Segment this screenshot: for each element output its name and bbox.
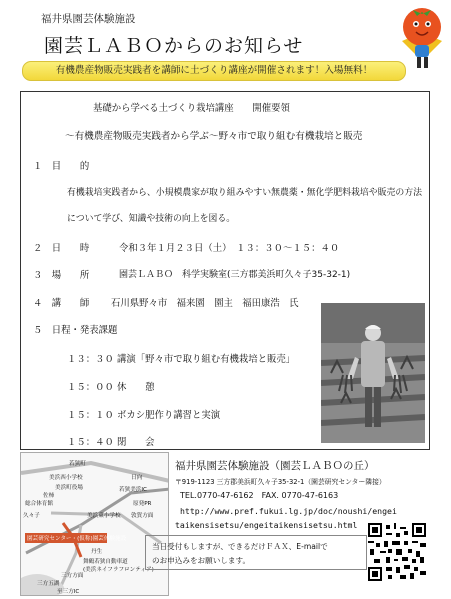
map-label-destination: 園芸研究センター・(仮称)園芸体験施設 [27, 536, 127, 542]
map-label: 三方方面 [61, 573, 84, 579]
map-label: 美浜西小学校 [49, 475, 83, 481]
datetime-value: 令和３年１月２３日（土） １３：３０～１５：４０ [119, 243, 340, 254]
map-label: 敦賀方面 [131, 513, 154, 519]
tomato-mascot-icon [396, 1, 448, 71]
website-url-line2[interactable]: taikensisetsu/engeitaikensisetsu.html [175, 520, 358, 530]
lecturer-label: ４ 講 師 [33, 298, 90, 309]
access-map [20, 452, 169, 596]
application-note-box [145, 535, 367, 570]
schedule-time: １５：００ [67, 382, 114, 393]
map-label: 三方五湖 [37, 581, 60, 587]
lecturer-photo [321, 303, 425, 443]
datetime-label: ２ 日 時 [33, 243, 90, 254]
map-label: 若狭町 [69, 461, 86, 467]
schedule-item: ボカシ肥作り講習と実演 [117, 410, 221, 421]
map-label: 総合体育館 [25, 501, 53, 507]
qr-code-icon[interactable] [368, 523, 426, 581]
schedule-time: １３：３０ [67, 354, 114, 365]
note-line2: のお申込みをお願いします。 [152, 556, 251, 565]
schedule-time: １５：１０ [67, 410, 114, 421]
page-title: 園芸ＬＡＢＯからのお知らせ [44, 35, 304, 57]
facility-address: 〒919-1123 三方郡美浜町久々子35-32-1（園芸研究センター隣接） [175, 478, 386, 486]
schedule-item: 講演「野々市で取り組む有機栽培と販売」 [117, 354, 296, 365]
purpose-text-line1: 有機栽培実践者から、小規模農家が取り組みやすい無農薬・無化学肥料栽培や販売の方法 [67, 188, 422, 198]
website-url-line1[interactable]: http://www.pref.fukui.lg.jp/doc/noushi/engei [180, 506, 397, 516]
schedule-label: ５ 日程・発表課題 [33, 325, 118, 336]
note-line1: 当日受付もしますが、できるだけＦＡＸ、E-mailで [152, 542, 328, 551]
access-map-drawing [21, 453, 169, 596]
purpose-label: １ 目 的 [33, 161, 90, 172]
map-label: 美浜東小学校 [87, 513, 121, 519]
schedule-item: 閉 会 [117, 437, 155, 448]
announcement-banner: 有機農産物販売実践者を講師に土づくり講座が開催されます！入場無料！ [22, 61, 406, 81]
map-label: 若狭美浜IC [119, 487, 147, 493]
tel-fax: TEL.0770-47-6162 FAX. 0770-47-6163 [180, 491, 339, 500]
map-label: 原発PR [133, 501, 152, 507]
outline-subtitle: ～有機農産物販売実践者から学ぶ～野々市で取り組む有機栽培と販売 [65, 131, 363, 142]
map-label: (美浜ネイフラフロンティア) [83, 567, 154, 573]
place-label: ３ 場 所 [33, 270, 90, 281]
map-label: 丹生 [91, 549, 103, 555]
facility-name: 福井県園芸体験施設（園芸ＬＡＢＯの丘） [175, 460, 375, 472]
organization-label: 福井県園芸体験施設 [41, 13, 136, 25]
map-label: 佐柿 [43, 493, 55, 499]
schedule-item: 休 憩 [117, 382, 155, 393]
map-label: 久々子 [23, 513, 40, 519]
place-value: 園芸ＬＡＢＯ 科学実験室(三方郡美浜町久々子35-32-1) [119, 270, 351, 280]
schedule-time: １５：４０ [67, 437, 114, 448]
map-label: 日向 [131, 475, 143, 481]
map-label: 美浜町役場 [55, 485, 83, 491]
map-label: 舞鶴若狭自動車道 [83, 559, 128, 565]
map-label: 至三方IC [57, 589, 80, 595]
lecturer-value: 石川県野々市 福来園 園主 福田康浩 氏 [111, 298, 299, 309]
contact-section [20, 452, 430, 598]
purpose-text-line2: について学び、知識や技術の向上を図る。 [67, 214, 236, 224]
outline-heading: 基礎から学べる土づくり栽培講座 開催要領 [93, 103, 290, 114]
